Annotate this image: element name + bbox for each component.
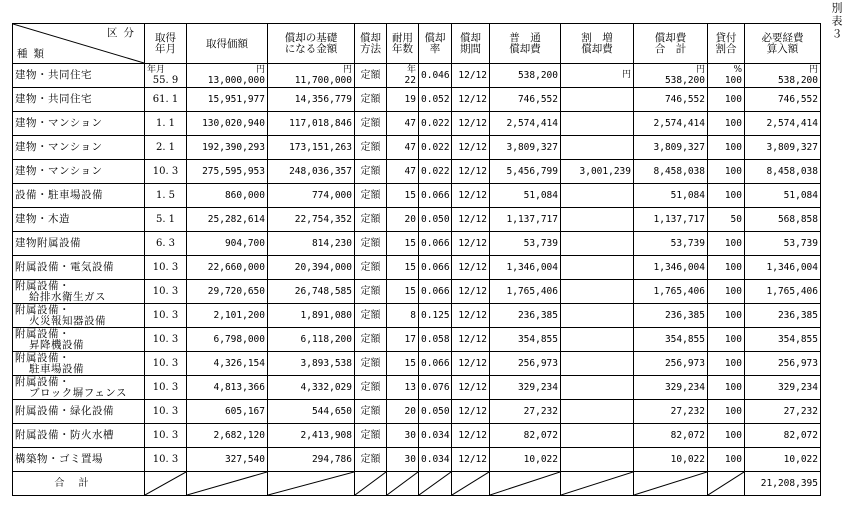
cell-extra	[561, 208, 634, 232]
cell-name: 設備・駐車場設備	[13, 184, 145, 208]
diagonal-blank-cell	[452, 472, 490, 496]
cell-expense: 568,858	[745, 208, 821, 232]
cell-extra	[561, 64, 634, 88]
cell-rate: 0.052	[419, 88, 452, 112]
cell-lease: 100	[708, 280, 745, 304]
header-method: 償却 方法	[355, 24, 387, 64]
cell-basis: 14,356,779	[268, 88, 355, 112]
cell-rate: 0.066	[419, 352, 452, 376]
cell-rate: 0.022	[419, 160, 452, 184]
cell-life: 15	[387, 232, 419, 256]
cell-normal: 10,022	[490, 448, 561, 472]
cell-expense: 746,552	[745, 88, 821, 112]
cell-method: 定額	[355, 304, 387, 328]
header-rate: 償却 率	[419, 24, 452, 64]
cell-rate: 0.066	[419, 184, 452, 208]
cell-price: 192,390,293	[187, 136, 268, 160]
cell-date: 10. 3	[145, 328, 187, 352]
cell-name: 建物・マンション	[13, 136, 145, 160]
cell-basis: 3,893,538	[268, 352, 355, 376]
cell-expense: 51,084	[745, 184, 821, 208]
table-row	[13, 160, 821, 184]
cell-total: 329,234	[634, 376, 708, 400]
total-label: 合計	[13, 472, 145, 496]
cell-name: 建物・共同住宅	[13, 64, 145, 88]
cell-date: 10. 3	[145, 376, 187, 400]
cell-lease: 100	[708, 256, 745, 280]
cell-date: 1. 1	[145, 112, 187, 136]
cell-name: 附属設備・ 駐車場設備	[13, 352, 145, 376]
cell-total: 1,346,004	[634, 256, 708, 280]
cell-total: 1,137,717	[634, 208, 708, 232]
cell-normal: 2,574,414	[490, 112, 561, 136]
cell-period: 12/12	[452, 448, 490, 472]
cell-basis: 173,151,263	[268, 136, 355, 160]
cell-extra	[561, 184, 634, 208]
cell-price: 6,798,000	[187, 328, 268, 352]
cell-rate: 0.050	[419, 208, 452, 232]
cell-total: 51,084	[634, 184, 708, 208]
cell-expense: 8,458,038	[745, 160, 821, 184]
cell-price: 円 13,000,000	[187, 64, 268, 88]
cell-expense: 1,346,004	[745, 256, 821, 280]
cell-method: 定額	[355, 448, 387, 472]
cell-lease: 100	[708, 328, 745, 352]
cell-normal: 256,973	[490, 352, 561, 376]
cell-life: 15	[387, 256, 419, 280]
cell-rate: 0.066	[419, 256, 452, 280]
corner-header	[13, 24, 145, 64]
cell-price: 2,682,120	[187, 424, 268, 448]
cell-date: 10. 3	[145, 160, 187, 184]
cell-normal: 538,200	[490, 64, 561, 88]
cell-life: 13	[387, 376, 419, 400]
cell-life: 15	[387, 280, 419, 304]
cell-expense: 53,739	[745, 232, 821, 256]
cell-price: 275,595,953	[187, 160, 268, 184]
header-normal: 普 通 償却費	[490, 24, 561, 64]
diagonal-blank-cell	[419, 472, 452, 496]
cell-method: 定額	[355, 376, 387, 400]
cell-lease: 100	[708, 424, 745, 448]
cell-rate: 0.050	[419, 400, 452, 424]
unit-label: 円	[255, 64, 265, 75]
depreciation-table	[12, 23, 821, 496]
cell-basis: 26,748,585	[268, 280, 355, 304]
cell-lease: 100	[708, 88, 745, 112]
cell-expense: 円 538,200	[745, 64, 821, 88]
cell-normal: 51,084	[490, 184, 561, 208]
cell-period: 12/12	[452, 424, 490, 448]
table-row	[13, 352, 821, 376]
cell-extra	[561, 112, 634, 136]
table-row	[13, 112, 821, 136]
cell-name: 附属設備・ 昇降機設備	[13, 328, 145, 352]
cell-period: 12/12	[452, 352, 490, 376]
cell-extra	[561, 304, 634, 328]
unit-label: 円	[621, 70, 631, 80]
cell-expense: 1,765,406	[745, 280, 821, 304]
cell-period: 12/12	[452, 280, 490, 304]
cell-period: 12/12	[452, 256, 490, 280]
cell-total: 3,809,327	[634, 136, 708, 160]
cell-rate: 0.076	[419, 376, 452, 400]
header-acq-date: 取得 年月	[145, 24, 187, 64]
unit-label: 円	[808, 64, 818, 75]
diagonal-blank-cell	[387, 472, 419, 496]
cell-extra	[561, 376, 634, 400]
cell-extra	[561, 256, 634, 280]
table-row	[13, 136, 821, 160]
cell-lease: 100	[708, 184, 745, 208]
cell-method: 定額	[355, 328, 387, 352]
table-row	[13, 448, 821, 472]
cell-life: 20	[387, 400, 419, 424]
cell-lease: 100	[708, 136, 745, 160]
cell-life: 47	[387, 136, 419, 160]
cell-date: 1. 5	[145, 184, 187, 208]
cell-method: 定額	[355, 136, 387, 160]
cell-period: 12/12	[452, 208, 490, 232]
header-lease: 貸付 割合	[708, 24, 745, 64]
cell-method: 定額	[355, 112, 387, 136]
cell-price: 4,326,154	[187, 352, 268, 376]
cell-normal: 236,385	[490, 304, 561, 328]
cell-date: 年月 55. 9	[145, 64, 187, 88]
header-extra: 割 増 償却費	[561, 24, 634, 64]
cell-period: 12/12	[452, 112, 490, 136]
header-period: 償却 期間	[452, 24, 490, 64]
cell-basis: 22,754,352	[268, 208, 355, 232]
cell-date: 10. 3	[145, 352, 187, 376]
cell-total: 256,973	[634, 352, 708, 376]
cell-date: 61. 1	[145, 88, 187, 112]
cell-price: 130,020,940	[187, 112, 268, 136]
cell-price: 4,813,366	[187, 376, 268, 400]
cell-normal: 3,809,327	[490, 136, 561, 160]
diagonal-blank-cell	[634, 472, 708, 496]
cell-lease: 100	[708, 304, 745, 328]
table-row	[13, 184, 821, 208]
cell-normal: 27,232	[490, 400, 561, 424]
cell-extra: 3,001,239	[561, 160, 634, 184]
cell-method: 定額	[355, 64, 387, 88]
cell-name: 建物・マンション	[13, 160, 145, 184]
cell-life: 20	[387, 208, 419, 232]
total-expense: 21,208,395	[745, 472, 821, 496]
cell-period: 12/12	[452, 160, 490, 184]
unit-label: 円	[342, 64, 352, 75]
cell-life: 8	[387, 304, 419, 328]
header-acq-price: 取得価額	[187, 24, 268, 64]
table-row	[13, 208, 821, 232]
cell-rate: 0.034	[419, 424, 452, 448]
cell-date: 2. 1	[145, 136, 187, 160]
cell-name: 附属設備・ 給排水衛生ガス	[13, 280, 145, 304]
cell-method: 定額	[355, 160, 387, 184]
cell-life: 15	[387, 184, 419, 208]
header-row	[13, 24, 821, 64]
cell-rate: 0.066	[419, 232, 452, 256]
table-body	[13, 64, 821, 496]
diagonal-blank-cell	[268, 472, 355, 496]
cell-total: 746,552	[634, 88, 708, 112]
cell-extra	[561, 448, 634, 472]
cell-name: 附属設備・防火水槽	[13, 424, 145, 448]
header-total-dep: 償却費 合 計	[634, 24, 708, 64]
table-row	[13, 232, 821, 256]
cell-basis: 1,891,080	[268, 304, 355, 328]
table-row	[13, 328, 821, 352]
cell-period: 12/12	[452, 184, 490, 208]
diagonal-blank-cell	[355, 472, 387, 496]
cell-price: 2,101,200	[187, 304, 268, 328]
cell-method: 定額	[355, 256, 387, 280]
cell-normal: 82,072	[490, 424, 561, 448]
table-row	[13, 88, 821, 112]
cell-basis: 117,018,846	[268, 112, 355, 136]
cell-total: 10,022	[634, 448, 708, 472]
cell-period: 12/12	[452, 136, 490, 160]
cell-basis: 円 11,700,000	[268, 64, 355, 88]
cell-date: 10. 3	[145, 400, 187, 424]
cell-total: 82,072	[634, 424, 708, 448]
cell-normal: 5,456,799	[490, 160, 561, 184]
cell-name: 附属設備・ 火災報知器設備	[13, 304, 145, 328]
cell-period: 12/12	[452, 232, 490, 256]
cell-expense: 329,234	[745, 376, 821, 400]
cell-basis: 4,332,029	[268, 376, 355, 400]
cell-extra	[561, 280, 634, 304]
cell-normal: 1,346,004	[490, 256, 561, 280]
cell-method: 定額	[355, 88, 387, 112]
diagonal-blank-cell	[490, 472, 561, 496]
cell-life: 17	[387, 328, 419, 352]
cell-total: 2,574,414	[634, 112, 708, 136]
cell-basis: 814,230	[268, 232, 355, 256]
cell-method: 定額	[355, 184, 387, 208]
cell-total: 1,765,406	[634, 280, 708, 304]
cell-name: 構築物・ゴミ置場	[13, 448, 145, 472]
cell-normal: 354,855	[490, 328, 561, 352]
cell-expense: 3,809,327	[745, 136, 821, 160]
cell-date: 5. 1	[145, 208, 187, 232]
side-label: 別表３	[830, 2, 843, 41]
cell-date: 6. 3	[145, 232, 187, 256]
cell-lease: 100	[708, 448, 745, 472]
cell-lease: 100	[708, 160, 745, 184]
cell-extra	[561, 232, 634, 256]
cell-price: 25,282,614	[187, 208, 268, 232]
cell-normal: 329,234	[490, 376, 561, 400]
diagonal-blank-cell	[708, 472, 745, 496]
corner-top-label: 区分	[107, 27, 140, 39]
cell-date: 10. 3	[145, 256, 187, 280]
cell-name: 建物・木造	[13, 208, 145, 232]
cell-expense: 256,973	[745, 352, 821, 376]
cell-lease: 100	[708, 232, 745, 256]
cell-life: 30	[387, 448, 419, 472]
cell-name: 附属設備・緑化設備	[13, 400, 145, 424]
cell-price: 15,951,977	[187, 88, 268, 112]
corner-bottom-label: 種類	[17, 48, 50, 60]
cell-period: 12/12	[452, 328, 490, 352]
cell-normal: 1,137,717	[490, 208, 561, 232]
cell-rate: 0.058	[419, 328, 452, 352]
cell-rate: 0.022	[419, 136, 452, 160]
cell-rate: 0.034	[419, 448, 452, 472]
cell-basis: 544,650	[268, 400, 355, 424]
table-row	[13, 304, 821, 328]
cell-method: 定額	[355, 424, 387, 448]
table-row	[13, 64, 821, 88]
cell-date: 10. 3	[145, 304, 187, 328]
total-row	[13, 472, 821, 496]
cell-period: 12/12	[452, 304, 490, 328]
cell-extra	[561, 136, 634, 160]
cell-method: 定額	[355, 352, 387, 376]
cell-basis: 6,118,200	[268, 328, 355, 352]
cell-period: 12/12	[452, 64, 490, 88]
cell-basis: 774,000	[268, 184, 355, 208]
cell-period: 12/12	[452, 400, 490, 424]
cell-period: 12/12	[452, 88, 490, 112]
cell-extra	[561, 424, 634, 448]
cell-rate: 0.022	[419, 112, 452, 136]
cell-price: 860,000	[187, 184, 268, 208]
cell-expense: 27,232	[745, 400, 821, 424]
cell-normal: 746,552	[490, 88, 561, 112]
cell-normal: 53,739	[490, 232, 561, 256]
cell-price: 22,660,000	[187, 256, 268, 280]
cell-total: 236,385	[634, 304, 708, 328]
cell-rate: 0.066	[419, 280, 452, 304]
cell-name: 附属設備・電気設備	[13, 256, 145, 280]
table-row	[13, 400, 821, 424]
cell-total: 27,232	[634, 400, 708, 424]
cell-expense: 236,385	[745, 304, 821, 328]
cell-name: 建物・マンション	[13, 112, 145, 136]
table-row	[13, 256, 821, 280]
header-expense: 必要経費 算入額	[745, 24, 821, 64]
cell-rate: 0.046	[419, 64, 452, 88]
cell-price: 605,167	[187, 400, 268, 424]
cell-basis: 248,036,357	[268, 160, 355, 184]
cell-lease: 50	[708, 208, 745, 232]
diagonal-blank-cell	[187, 472, 268, 496]
cell-expense: 2,574,414	[745, 112, 821, 136]
cell-life: 30	[387, 424, 419, 448]
cell-period: 12/12	[452, 376, 490, 400]
cell-basis: 2,413,908	[268, 424, 355, 448]
table-row	[13, 376, 821, 400]
header-life: 耐用 年数	[387, 24, 419, 64]
cell-basis: 20,394,000	[268, 256, 355, 280]
cell-extra	[561, 328, 634, 352]
cell-basis: 294,786	[268, 448, 355, 472]
unit-label: 年月	[147, 64, 166, 75]
cell-life: 47	[387, 160, 419, 184]
table-row	[13, 280, 821, 304]
cell-total: 354,855	[634, 328, 708, 352]
cell-lease: 100	[708, 376, 745, 400]
cell-expense: 354,855	[745, 328, 821, 352]
cell-life: 年 22	[387, 64, 419, 88]
cell-extra	[561, 352, 634, 376]
cell-lease: 100	[708, 352, 745, 376]
unit-label: %	[733, 64, 742, 75]
cell-total: 8,458,038	[634, 160, 708, 184]
cell-price: 327,540	[187, 448, 268, 472]
cell-price: 29,720,650	[187, 280, 268, 304]
cell-method: 定額	[355, 232, 387, 256]
cell-name: 建物・共同住宅	[13, 88, 145, 112]
header-basis: 償却の基礎 になる金額	[268, 24, 355, 64]
cell-total: 53,739	[634, 232, 708, 256]
cell-life: 47	[387, 112, 419, 136]
cell-method: 定額	[355, 400, 387, 424]
cell-extra	[561, 400, 634, 424]
unit-label: 円	[695, 64, 705, 75]
cell-date: 10. 3	[145, 280, 187, 304]
table-row	[13, 424, 821, 448]
cell-name: 建物附属設備	[13, 232, 145, 256]
cell-lease: 100	[708, 112, 745, 136]
cell-normal: 1,765,406	[490, 280, 561, 304]
cell-extra	[561, 88, 634, 112]
cell-method: 定額	[355, 280, 387, 304]
diagonal-blank-cell	[145, 472, 187, 496]
cell-life: 15	[387, 352, 419, 376]
depreciation-table-container	[12, 23, 821, 496]
cell-lease: % 100	[708, 64, 745, 88]
cell-price: 904,700	[187, 232, 268, 256]
cell-expense: 82,072	[745, 424, 821, 448]
cell-name: 附属設備・ ブロック塀フェンス	[13, 376, 145, 400]
unit-label: 年	[406, 64, 416, 75]
cell-life: 19	[387, 88, 419, 112]
cell-date: 10. 3	[145, 424, 187, 448]
cell-date: 10. 3	[145, 448, 187, 472]
cell-lease: 100	[708, 400, 745, 424]
cell-total: 円 538,200	[634, 64, 708, 88]
cell-expense: 10,022	[745, 448, 821, 472]
diagonal-blank-cell	[561, 472, 634, 496]
cell-method: 定額	[355, 208, 387, 232]
cell-rate: 0.125	[419, 304, 452, 328]
